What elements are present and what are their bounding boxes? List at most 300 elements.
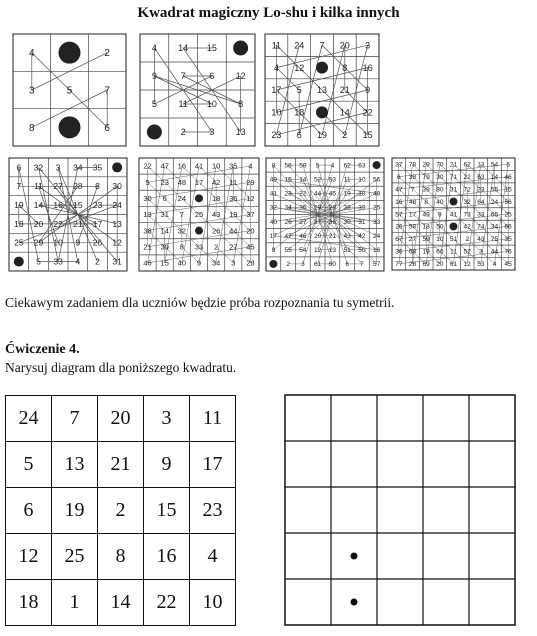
magic-square-cell: 8 bbox=[98, 534, 144, 580]
square-number: 5 bbox=[66, 85, 73, 97]
square-number: 4 bbox=[75, 256, 81, 267]
square-number: 10 bbox=[358, 176, 366, 184]
square-number: 15 bbox=[73, 200, 83, 211]
square-number: 53 bbox=[477, 261, 485, 269]
square-number: 36 bbox=[328, 218, 336, 226]
square-number: 30 bbox=[436, 173, 444, 181]
square-number: 50 bbox=[358, 247, 366, 255]
square-number: 40 bbox=[177, 258, 187, 268]
square-dot bbox=[59, 42, 81, 64]
magic-square-cell: 17 bbox=[190, 442, 236, 488]
square-number: 33 bbox=[53, 256, 63, 267]
page-title: Kwadrat magiczny Lo-shu i kilka innych bbox=[137, 5, 400, 21]
square-number: 19 bbox=[229, 210, 238, 220]
square-number: 23 bbox=[477, 186, 485, 194]
magic-square-cell: 12 bbox=[6, 534, 52, 580]
square-number: 41 bbox=[449, 211, 458, 219]
square-number: 35 bbox=[299, 204, 307, 212]
diagram-dot bbox=[351, 599, 358, 606]
square-number: 7 bbox=[179, 210, 184, 220]
square-number: 22 bbox=[463, 173, 471, 181]
square-number: 24 bbox=[490, 198, 499, 206]
square-number: 12 bbox=[246, 193, 255, 203]
square-number: 16 bbox=[373, 247, 381, 255]
square-number: 61 bbox=[314, 261, 322, 269]
square-number: 9 bbox=[196, 258, 202, 268]
square-dot bbox=[269, 260, 277, 268]
magic-square-cell: 18 bbox=[6, 580, 52, 626]
square-number: 5 bbox=[296, 85, 302, 96]
square-number: 45 bbox=[328, 190, 336, 198]
square-number: 27 bbox=[408, 236, 417, 244]
magic-square-cell: 24 bbox=[6, 396, 52, 442]
square-number: 42 bbox=[211, 177, 221, 187]
square-number: 2 bbox=[465, 236, 469, 244]
square-number: 66 bbox=[504, 223, 512, 231]
square-number: 13 bbox=[316, 85, 328, 96]
square-number: 23 bbox=[92, 200, 103, 211]
square-number: 56 bbox=[373, 176, 381, 184]
square-number: 10 bbox=[53, 237, 63, 248]
square-number: 74 bbox=[477, 223, 485, 231]
square-number: 37 bbox=[246, 210, 255, 220]
square-number: 8 bbox=[29, 122, 35, 134]
magic-square-row bbox=[6, 488, 236, 534]
square-number: 20 bbox=[339, 40, 350, 51]
square-number: 18 bbox=[358, 190, 366, 198]
magic-square-cell: 20 bbox=[98, 396, 144, 442]
square-number: 28 bbox=[328, 204, 336, 212]
square-number: 12 bbox=[294, 62, 305, 73]
magic-square-diagram-8x8 bbox=[265, 157, 385, 272]
square-number: 13 bbox=[235, 127, 246, 138]
square-number: 12 bbox=[314, 247, 322, 255]
square-number: 53 bbox=[328, 176, 336, 184]
square-number: 73 bbox=[463, 211, 471, 219]
square-number: 4 bbox=[151, 43, 157, 54]
square-number: 11 bbox=[178, 99, 188, 110]
square-number: 63 bbox=[358, 162, 366, 170]
square-dot bbox=[233, 41, 248, 56]
magic-square-cell: 16 bbox=[144, 534, 190, 580]
square-number: 6 bbox=[16, 162, 22, 173]
square-number: 2 bbox=[286, 261, 290, 269]
square-number: 60 bbox=[436, 248, 444, 256]
square-number: 70 bbox=[436, 161, 444, 169]
magic-square-cell: 25 bbox=[52, 534, 98, 580]
square-number: 69 bbox=[422, 261, 430, 269]
square-number: 35 bbox=[92, 162, 103, 173]
square-number: 8 bbox=[271, 162, 276, 170]
square-dot bbox=[373, 161, 381, 169]
square-number: 19 bbox=[343, 190, 351, 198]
square-number: 52 bbox=[314, 176, 322, 184]
square-number: 43 bbox=[477, 236, 485, 244]
square-number: 17 bbox=[408, 211, 417, 219]
square-number: 22 bbox=[143, 161, 152, 171]
square-number: 27 bbox=[299, 218, 307, 226]
square-number: 34 bbox=[490, 223, 499, 231]
square-number: 2 bbox=[342, 129, 348, 140]
square-number: 30 bbox=[143, 193, 152, 203]
square-number: 59 bbox=[299, 162, 307, 170]
square-number: 11 bbox=[343, 176, 351, 184]
square-number: 28 bbox=[246, 258, 255, 268]
square-number: 3 bbox=[231, 258, 236, 268]
square-number: 47 bbox=[395, 186, 403, 194]
square-number: 6 bbox=[209, 71, 215, 82]
square-number: 16 bbox=[177, 161, 187, 171]
square-number: 33 bbox=[477, 211, 485, 219]
square-number: 8 bbox=[342, 62, 348, 73]
symmetry-paragraph: Ciekawym zadaniem dla uczniów będzie próba rozpoznania tu symetrii. bbox=[5, 295, 395, 310]
magic-square-cell: 5 bbox=[6, 442, 52, 488]
square-number: 36 bbox=[395, 248, 403, 256]
square-dot bbox=[195, 194, 203, 202]
square-number: 57 bbox=[373, 261, 381, 269]
square-number: 14 bbox=[33, 200, 44, 211]
square-number: 11 bbox=[34, 181, 43, 192]
square-number: 45 bbox=[504, 261, 512, 269]
square-number: 17 bbox=[271, 85, 282, 96]
square-number: 8 bbox=[424, 198, 428, 206]
square-number: 38 bbox=[143, 226, 152, 236]
square-number: 5 bbox=[315, 162, 320, 170]
magic-square-cell: 10 bbox=[190, 580, 236, 626]
square-number: 29 bbox=[422, 161, 430, 169]
square-number: 54 bbox=[490, 161, 499, 169]
magic-square-cell: 21 bbox=[98, 442, 144, 488]
square-number: 5 bbox=[151, 99, 157, 110]
square-number: 23 bbox=[271, 129, 282, 140]
square-number: 15 bbox=[504, 186, 512, 194]
square-dot bbox=[112, 162, 122, 172]
square-number: 17 bbox=[269, 232, 277, 240]
square-number: 7 bbox=[410, 186, 415, 194]
square-number: 55 bbox=[490, 186, 499, 194]
square-number: 12 bbox=[235, 71, 246, 82]
square-number: 7 bbox=[319, 40, 325, 51]
square-number: 2 bbox=[214, 242, 219, 252]
square-number: 17 bbox=[194, 177, 204, 187]
square-number: 31 bbox=[160, 210, 169, 220]
square-number: 62 bbox=[463, 161, 471, 169]
square-number: 8 bbox=[95, 181, 100, 192]
square-number: 72 bbox=[463, 186, 471, 194]
square-number: 7 bbox=[180, 71, 186, 82]
magic-square-cell: 23 bbox=[190, 488, 236, 534]
square-number: 4 bbox=[273, 62, 279, 73]
square-number: 17 bbox=[92, 218, 103, 229]
magic-square-diagram-4x4 bbox=[139, 33, 256, 147]
square-dot bbox=[316, 106, 328, 118]
square-number: 24 bbox=[294, 40, 305, 51]
square-number: 58 bbox=[284, 162, 292, 170]
square-number: 25 bbox=[194, 210, 204, 220]
square-number: 10 bbox=[206, 99, 217, 110]
square-number: 48 bbox=[373, 190, 381, 198]
magic-square-row bbox=[6, 396, 236, 442]
square-number: 48 bbox=[408, 198, 417, 206]
square-number: 50 bbox=[436, 223, 444, 231]
square-number: 8 bbox=[238, 99, 244, 110]
magic-square-cell: 2 bbox=[98, 488, 144, 534]
square-number: 4 bbox=[29, 48, 35, 60]
square-number: 51 bbox=[449, 236, 458, 244]
square-number: 34 bbox=[73, 162, 83, 173]
square-dot bbox=[59, 116, 81, 138]
square-number: 55 bbox=[284, 247, 292, 255]
square-number: 9 bbox=[75, 237, 81, 248]
square-number: 38 bbox=[408, 173, 417, 181]
square-number: 79 bbox=[422, 173, 430, 181]
magic-square-cell: 19 bbox=[52, 488, 98, 534]
square-number: 5 bbox=[506, 161, 510, 169]
square-number: 43 bbox=[343, 232, 351, 240]
square-number: 39 bbox=[422, 186, 430, 194]
square-number: 75 bbox=[490, 236, 499, 244]
magic-square-cell: 6 bbox=[6, 488, 52, 534]
square-number: 59 bbox=[422, 236, 430, 244]
square-number: 65 bbox=[490, 211, 499, 219]
square-number: 37 bbox=[395, 161, 403, 169]
square-number: 4 bbox=[330, 162, 335, 170]
square-number: 6 bbox=[104, 122, 110, 134]
square-number: 16 bbox=[362, 62, 373, 73]
square-number: 47 bbox=[160, 161, 169, 171]
square-number: 15 bbox=[160, 258, 169, 268]
square-number: 24 bbox=[112, 200, 122, 211]
square-number: 9 bbox=[151, 71, 157, 82]
square-number: 33 bbox=[373, 218, 381, 226]
square-number: 37 bbox=[314, 218, 322, 226]
square-number: 20 bbox=[436, 261, 444, 269]
diagram-dot bbox=[351, 553, 358, 560]
square-dot bbox=[450, 222, 458, 230]
square-number: 18 bbox=[294, 107, 305, 118]
magic-square-cell: 3 bbox=[144, 396, 190, 442]
square-dot bbox=[14, 257, 24, 267]
magic-square-row bbox=[6, 534, 236, 580]
square-number: 13 bbox=[112, 218, 122, 229]
square-number: 9 bbox=[438, 211, 442, 219]
square-number: 22 bbox=[53, 218, 63, 229]
square-dot bbox=[147, 125, 162, 140]
square-number: 26 bbox=[395, 223, 403, 231]
square-number: 10 bbox=[211, 161, 221, 171]
square-number: 7 bbox=[360, 261, 364, 269]
square-number: 21 bbox=[328, 232, 336, 240]
square-number: 36 bbox=[229, 193, 238, 203]
square-number: 18 bbox=[14, 218, 24, 229]
square-number: 21 bbox=[449, 161, 458, 169]
square-number: 25 bbox=[14, 237, 24, 248]
square-number: 30 bbox=[112, 181, 122, 192]
square-number: 42 bbox=[463, 223, 471, 231]
magic-square-diagram-6x6 bbox=[8, 157, 128, 272]
square-number: 2 bbox=[180, 127, 186, 138]
square-number: 28 bbox=[73, 181, 83, 192]
square-number: 26 bbox=[284, 218, 292, 226]
square-number: 61 bbox=[449, 261, 458, 269]
magic-square-cell: 22 bbox=[144, 580, 190, 626]
square-number: 35 bbox=[504, 236, 512, 244]
square-number: 34 bbox=[211, 258, 221, 268]
square-number: 39 bbox=[358, 204, 366, 212]
square-number: 7 bbox=[16, 181, 22, 192]
magic-square-row bbox=[6, 442, 236, 488]
square-number: 21 bbox=[73, 218, 83, 229]
magic-square-cell: 15 bbox=[144, 488, 190, 534]
square-number: 15 bbox=[206, 43, 217, 54]
square-number: 6 bbox=[162, 193, 167, 203]
square-number: 23 bbox=[160, 177, 169, 187]
square-number: 24 bbox=[177, 193, 187, 203]
square-number: 4 bbox=[492, 261, 497, 269]
square-number: 40 bbox=[436, 198, 444, 206]
square-number: 58 bbox=[408, 223, 417, 231]
square-number: 45 bbox=[246, 242, 255, 252]
square-number: 32 bbox=[269, 204, 277, 212]
magic-square-cell: 7 bbox=[52, 396, 98, 442]
square-number: 4 bbox=[248, 161, 253, 171]
square-number: 11 bbox=[450, 248, 457, 256]
square-number: 11 bbox=[229, 177, 238, 187]
square-number: 26 bbox=[211, 226, 221, 236]
square-number: 16 bbox=[53, 200, 63, 211]
magic-square-diagram-5x5 bbox=[264, 33, 380, 147]
square-number: 56 bbox=[504, 198, 512, 206]
square-number: 21 bbox=[143, 242, 152, 252]
square-number: 31 bbox=[112, 256, 122, 267]
square-number: 64 bbox=[477, 198, 485, 206]
empty-diagram-grid bbox=[284, 394, 517, 632]
square-number: 15 bbox=[362, 129, 373, 140]
square-number: 68 bbox=[408, 248, 417, 256]
square-number: 26 bbox=[92, 237, 103, 248]
square-number: 71 bbox=[449, 173, 458, 181]
square-number: 77 bbox=[395, 261, 403, 269]
square-number: 14 bbox=[490, 173, 499, 181]
square-number: 6 bbox=[296, 129, 302, 140]
magic-square-diagram-7x7 bbox=[138, 157, 260, 272]
square-number: 27 bbox=[229, 242, 238, 252]
square-number: 22 bbox=[362, 107, 373, 118]
square-number: 52 bbox=[463, 248, 471, 256]
square-number: 60 bbox=[328, 261, 336, 269]
magic-square-cell: 14 bbox=[98, 580, 144, 626]
square-number: 51 bbox=[343, 247, 351, 255]
square-number: 12 bbox=[112, 237, 122, 248]
magic-square-diagram-3x3 bbox=[12, 33, 127, 147]
square-number: 10 bbox=[436, 236, 444, 244]
square-number: 3 bbox=[209, 127, 215, 138]
square-number: 78 bbox=[408, 161, 417, 169]
square-number: 42 bbox=[358, 232, 366, 240]
square-number: 24 bbox=[373, 232, 381, 240]
square-number: 35 bbox=[229, 161, 238, 171]
square-number: 21 bbox=[339, 85, 350, 96]
square-number: 3 bbox=[479, 248, 483, 256]
magic-square-cell: 4 bbox=[190, 534, 236, 580]
square-number: 47 bbox=[284, 232, 292, 240]
square-number: 12 bbox=[463, 261, 471, 269]
square-number: 76 bbox=[504, 248, 512, 256]
square-number: 14 bbox=[339, 107, 350, 118]
square-number: 48 bbox=[177, 177, 187, 187]
square-number: 44 bbox=[314, 190, 322, 198]
square-number: 44 bbox=[490, 248, 499, 256]
square-number: 5 bbox=[145, 177, 150, 187]
square-number: 31 bbox=[358, 218, 366, 226]
square-number: 15 bbox=[284, 176, 292, 184]
square-number: 13 bbox=[477, 161, 485, 169]
square-number: 23 bbox=[284, 190, 292, 198]
square-number: 40 bbox=[269, 218, 277, 226]
square-number: 27 bbox=[53, 181, 63, 192]
square-number: 10 bbox=[271, 107, 282, 118]
magic-square-cell: 1 bbox=[52, 580, 98, 626]
square-number: 30 bbox=[343, 218, 351, 226]
square-number: 2 bbox=[104, 48, 110, 60]
exercise-heading: Ćwiczenie 4. bbox=[5, 342, 80, 357]
square-number: 34 bbox=[284, 204, 292, 212]
square-number: 29 bbox=[314, 204, 322, 212]
square-number: 44 bbox=[229, 226, 238, 236]
square-number: 41 bbox=[269, 190, 277, 198]
square-number: 33 bbox=[194, 242, 204, 252]
square-number: 3 bbox=[301, 261, 305, 269]
square-number: 46 bbox=[143, 258, 152, 268]
square-number: 14 bbox=[178, 43, 189, 54]
square-number: 46 bbox=[299, 232, 307, 240]
square-number: 49 bbox=[422, 211, 430, 219]
square-number: 31 bbox=[449, 186, 458, 194]
square-number: 20 bbox=[246, 226, 255, 236]
square-number: 3 bbox=[55, 162, 61, 173]
square-number: 6 bbox=[397, 173, 401, 181]
square-number: 67 bbox=[395, 236, 403, 244]
square-number: 57 bbox=[395, 211, 403, 219]
square-number: 2 bbox=[95, 256, 100, 267]
magic-square-cell: 9 bbox=[144, 442, 190, 488]
square-dot bbox=[195, 227, 203, 235]
square-number: 20 bbox=[33, 218, 44, 229]
square-number: 18 bbox=[422, 223, 430, 231]
square-number: 43 bbox=[211, 210, 221, 220]
square-number: 19 bbox=[316, 129, 328, 140]
square-number: 29 bbox=[246, 177, 255, 187]
square-number: 9 bbox=[365, 85, 371, 96]
square-number: 28 bbox=[408, 261, 417, 269]
magic-square-cell: 13 bbox=[52, 442, 98, 488]
square-number: 22 bbox=[299, 190, 307, 198]
square-number: 39 bbox=[160, 242, 169, 252]
square-dot bbox=[450, 198, 458, 206]
square-number: 11 bbox=[271, 40, 282, 51]
square-number: 5 bbox=[36, 256, 41, 267]
square-number: 41 bbox=[194, 161, 204, 171]
square-number: 13 bbox=[328, 247, 336, 255]
square-number: 3 bbox=[365, 40, 371, 51]
square-number: 19 bbox=[422, 248, 430, 256]
square-number: 16 bbox=[395, 198, 403, 206]
square-number: 6 bbox=[345, 261, 349, 269]
square-number: 46 bbox=[504, 173, 512, 181]
square-number: 62 bbox=[343, 162, 351, 170]
square-number: 8 bbox=[179, 242, 184, 252]
square-number: 32 bbox=[177, 226, 187, 236]
